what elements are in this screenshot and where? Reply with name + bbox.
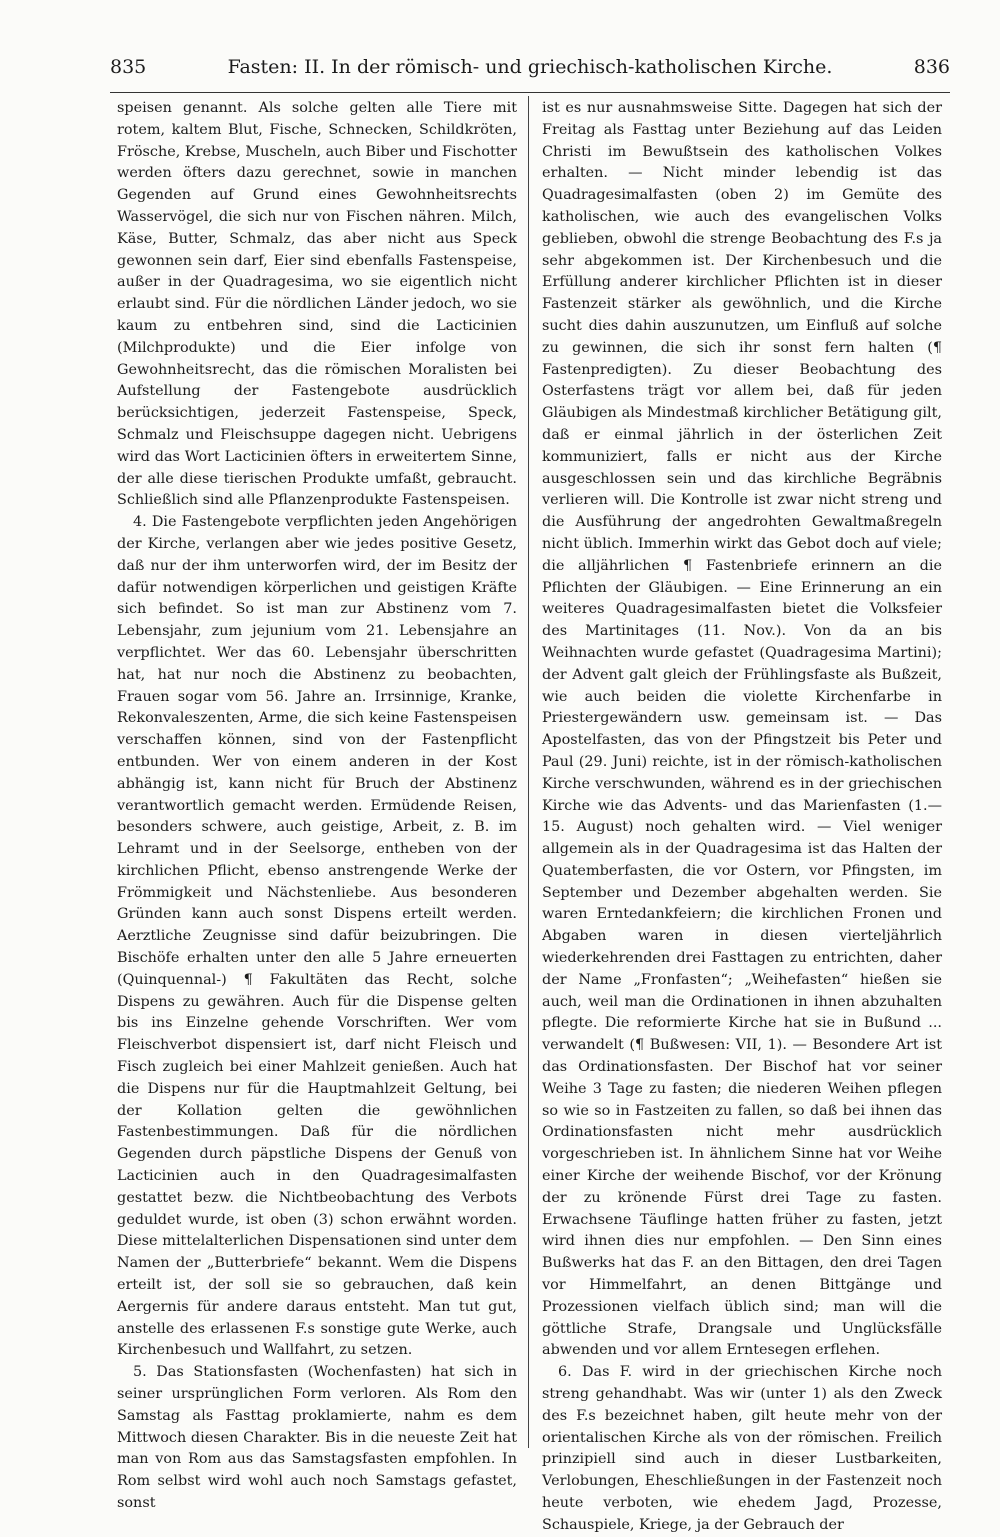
right-paragraph-section-6: 6. Das F. wird in der griechischen Kirche noch streng gehandhabt. Was wir (unter 1) als den Zweck des F.s bezeichnet haben, gilt heute mehr von der orientalischen Kirche als von der römischen. Freilich prinzipiell sind auch in dieser Lustbarkeiten, Verlobungen, Eheschließungen in der Fastenzeit noch heute verboten, wie ehedem Jagd, Prozesse, Schauspiele, Kriege, ja der Gebrauch der	[542, 1364, 942, 1533]
page-number-left: 835	[110, 56, 147, 78]
left-paragraph-continuation: speisen genannt. Als solche gelten alle Tiere mit rotem, kaltem Blut, Fische, Schnecken, Schildkröten, Frösche, Krebse, Muscheln, auch Biber und Fischotter werden öfters dazu gerechnet, sowie in manchen Gegenden auf Grund eines Gewohnheitsrechts Wasservögel, die sich nur von Fischen nähren. Milch, Käse, Butter, Schmalz, das aber nicht aus Speck gewonnen sein darf, Eier sind ebenfalls Fastenspeise, außer in der Quadragesima, wo sie eigentlich nicht erlaubt sind. Für die nördlichen Länder jedoch, wo sie kaum zu entbehren sind, sind die Lacticinien (Milchprodukte) und die Eier infolge von Gewohnheitsrecht, das die römischen Moralisten bei Aufstellung der Fastengebote ausdrücklich berücksichtigen, jederzeit Fastenspeise, Speck, Schmalz und Fleischsuppe dagegen nicht. Uebrigens wird das Wort Lacticinien öfters in erweitertem Sinne, der alle diese tierischen Produkte umfaßt, gebraucht. Schließlich sind alle Pflanzenprodukte Fastenspeisen.	[117, 100, 517, 509]
right-column	[542, 98, 942, 1533]
right-paragraph-continuation: ist es nur ausnahmsweise Sitte. Dagegen hat sich der Freitag als Fasttag unter Beziehung auf das Leiden Christi im Bewußtsein des katholischen Volkes erhalten. — Nicht minder lebendig ist das Quadragesimalfasten (oben 2) im Gemüte des katholischen, wie auch des evangelischen Volks geblieben, obwohl die strenge Beobachtung des F.s ja sehr abgekommen ist. Der Kirchenbesuch und die Erfüllung anderer kirchlicher Pflichten ist in dieser Fastenzeit stärker als gewöhnlich, und die Kirche sucht dies dahin auszunutzen, um Einfluß auf solche zu gewinnen, die sich ihr sonst fern halten (¶ Fastenpredigten). Zu dieser Beobachtung des Osterfastens trägt vor allem bei, daß für jeden Gläubigen als Mindestmaß kirchlicher Betätigung gilt, daß er einmal jährlich in der österlichen Zeit kommuniziert, falls er nicht aus der Kirche ausgeschlossen sein und das kirchliche Begräbnis verlieren will. Die Kontrolle ist zwar nicht streng und die Ausführung der angedrohten Gewaltmaßregeln nicht üblich. Immerhin wirkt das Gebot doch auf viele; die alljährlichen ¶ Fastenbriefe erinnern an die Pflichten der Gläubigen. — Eine Erinnerung an ein weiteres Quadragesimalfasten bietet die Volksfeier des Martinitages (11. Nov.). Von da an bis Weihnachten wurde gefastet (Quadragesima Martini); der Advent galt gleich der Frühlingsfaste als Bußzeit, wie auch beiden die violette Kirchenfarbe in Priestergewändern usw. gemeinsam ist. — Das Apostelfasten, das von der Pfingstzeit bis Peter und Paul (29. Juni) reichte, ist in der römisch-katholischen Kirche verschwunden, während es in der griechischen Kirche wie das Advents- und das Marienfasten (1.—15. August) noch gehalten wird. — Viel weniger allgemein als in der Quadragesima ist das Halten der Quatemberfasten, die vor Ostern, vor Pfingsten, im September und Dezember abgehalten werden. Sie waren Erntedankfeiern; die kirchlichen Fronen und Abgaben waren in diesen vierteljährlich wiederkehrenden drei Fasttagen zu entrichten, daher der Name „Fronfasten“; „Weihefasten“ hießen sie auch, weil man die Ordinationen in ihnen abzuhalten pflegte. Die reformierte Kirche hat sie in Bußund ... verwandelt (¶ Bußwesen: VII, 1). — Besondere Art ist das Ordinationsfasten. Der Bischof hat vor seiner Weihe 3 Tage zu fasten; die niederen Weihen pflegen so wie so in Fastzeiten zu fallen, so daß bei ihnen das Ordinationsfasten nicht mehr ausdrücklich vorgeschrieben ist. In ähnlichem Sinne hat vor Weihe einer Kirche der weihende Bischof, vor der Krönung der zu krönende Fürst drei Tage zu fasten. Erwachsene Täuflinge hatten früher zu fasten, jetzt wird ihnen dies nur empfohlen. — Den Sinn eines Bußwerks hat das F. an den Bittagen, den drei Tagen vor Himmelfahrt, an denen Bittgänge und Prozessionen vielfach üblich sind; man will die göttliche Strafe, Drangsale und Unglücksfälle abwenden und vor allem Erntesegen erflehen.	[542, 100, 942, 1359]
left-paragraph-section-5: 5. Das Stationsfasten (Wochenfasten) hat sich in seiner ursprünglichen Form verloren. Als Rom den Samstag als Fasttag proklamierte, nahm es dem Mittwoch diesen Charakter. Bis in die neueste Zeit hat man von Rom aus das Samstagsfasten empfohlen. In Rom selbst wird wohl auch noch Samstags gefastet, sonst	[117, 1364, 517, 1511]
column-divider	[528, 96, 529, 1448]
page-number-right: 836	[913, 56, 950, 78]
page-header	[110, 56, 950, 86]
left-paragraph-section-4: 4. Die Fastengebote verpflichten jeden Angehörigen der Kirche, verlangen aber wie jedes positive Gesetz, daß nur der ihm unterworfen wird, der im Besitz der dafür notwendigen körperlichen und geistigen Kräfte sich befindet. So ist man zur Abstinenz vom 7. Lebensjahr, zum jejunium vom 21. Lebensjahre an verpflichtet. Wer das 60. Lebensjahr überschritten hat, hat nur noch die Abstinenz zu beobachten, Frauen sogar vom 56. Jahre an. Irrsinnige, Kranke, Rekonvaleszenten, Arme, die sich keine Fastenspeisen verschaffen können, sind von der Fastenpflicht entbunden. Wer von einem anderen in der Kost abhängig ist, kann nicht für Bruch der Abstinenz verantwortlich gemacht werden. Ermüdende Reisen, besonders schwere, auch geistige, Arbeit, z. B. im Lehramt und in der Seelsorge, entheben von der kirchlichen Pflicht, ebenso anstrengende Werke der Frömmigkeit und Nächstenliebe. Aus besonderen Gründen kann auch sonst Dispens erteilt werden. Aerztliche Zeugnisse sind dafür beizubringen. Die Bischöfe erhalten unter den alle 5 Jahre erneuerten (Quinquennal-) ¶ Fakultäten das Recht, solche Dispens zu gewähren. Auch für die Dispense gelten bis ins Einzelne gehende Vorschriften. Wer vom Fleischverbot dispensiert ist, darf nicht Fleisch und Fisch zugleich bei einer Mahlzeit genießen. Auch hat die Dispens nur für die Hauptmahlzeit Geltung, bei der Kollation gelten die gewöhnlichen Fastenbestimmungen. Daß für die nördlichen Gegenden durch päpstliche Dispens der Genuß von Lacticinien auch in den Quadragesimalfasten gestattet bezw. die Nichtbeobachtung des Verbots geduldet wurde, ist oben (3) schon erwähnt worden. Diese mittelalterlichen Dispensationen sind unter dem Namen der „Butterbriefe“ bekannt. Wem die Dispens erteilt ist, der soll sie so gebrauchen, daß kein Aergernis für andere daraus entsteht. Man tut gut, anstelle des erlassenen F.s sonstige gute Werke, auch Kirchenbesuch und Wallfahrt, zu setzen.	[117, 514, 517, 1359]
left-column	[117, 98, 517, 1511]
running-title: Fasten: II. In der römisch- und griechisch-katholischen Kirche.	[227, 56, 833, 78]
header-rule	[110, 92, 950, 93]
